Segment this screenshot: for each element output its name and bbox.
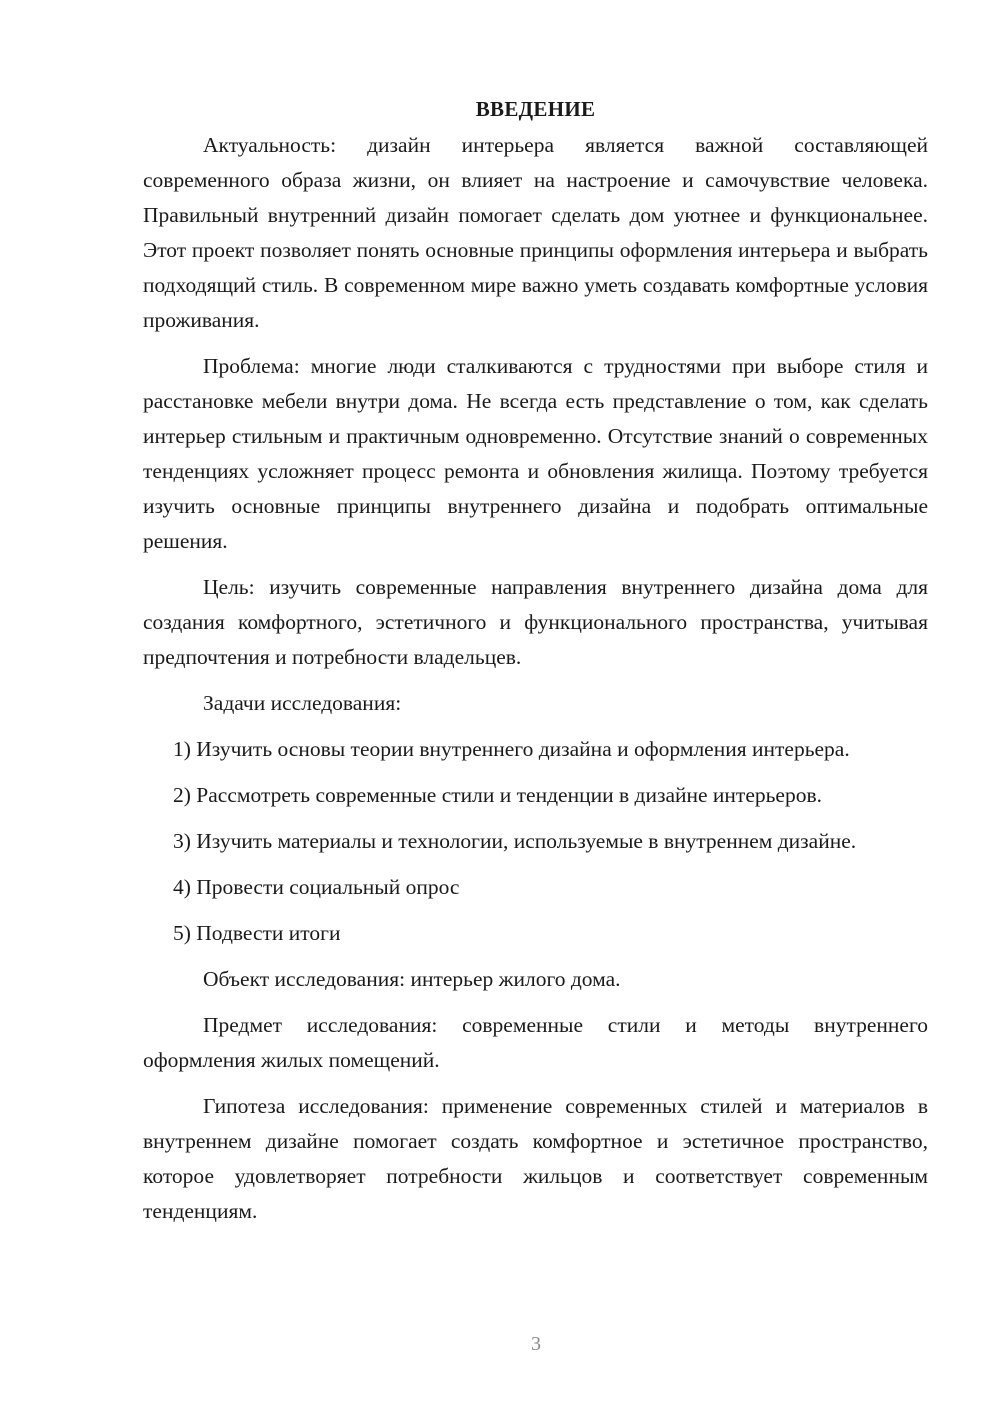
task-item-4: 4) Провести социальный опрос <box>173 875 460 899</box>
task-item-5: 5) Подвести итоги <box>173 921 341 945</box>
hypothesis-paragraph: Гипотеза исследования: применение современных стилей и материалов в внутреннем дизайне помогает создать комфортное и эстетичное пространство, которое удовлетворяет потребности жильцов и соответствует современным тенденциям. <box>143 1094 928 1223</box>
object-paragraph: Объект исследования: интерьер жилого дома. <box>203 967 621 991</box>
task-item-1: 1) Изучить основы теории внутреннего дизайна и оформления интерьера. <box>173 737 850 761</box>
document-page <box>143 92 928 1240</box>
tasks-heading: Задачи исследования: <box>203 691 402 715</box>
task-item-2: 2) Рассмотреть современные стили и тенденции в дизайне интерьеров. <box>173 783 822 807</box>
problem-paragraph: Проблема: многие люди сталкиваются с трудностями при выборе стиля и расстановке мебели внутри дома. Не всегда есть представление о том, как сделать интерьер стильным и практичным одновременно. Отсутствие знаний о современных тенденциях усложняет процесс ремонта и обновления жилища. Поэтому требуется изучить основные принципы внутреннего дизайна и подобрать оптимальные решения. <box>143 354 928 553</box>
task-item-3: 3) Изучить материалы и технологии, используемые в внутреннем дизайне. <box>173 829 857 853</box>
tasks-list <box>143 732 928 951</box>
relevance-paragraph: Актуальность: дизайн интерьера является важной составляющей современного образа жизни, он влияет на настроение и самочувствие человека. Правильный внутренний дизайн помогает сделать дом уютнее и функциональнее. Этот проект позволяет понять основные принципы оформления интерьера и выбрать подходящий стиль. В современном мире важно уметь создавать комфортные условия проживания. <box>143 133 928 332</box>
goal-paragraph: Цель: изучить современные направления внутреннего дизайна дома для создания комфортного, эстетичного и функционального пространства, учитывая предпочтения и потребности владельцев. <box>143 575 928 669</box>
page-number: 3 <box>531 1333 541 1355</box>
page-title: ВВЕДЕНИЕ <box>475 97 596 121</box>
subject-paragraph: Предмет исследования: современные стили и методы внутреннего оформления жилых помещений. <box>143 1013 928 1072</box>
